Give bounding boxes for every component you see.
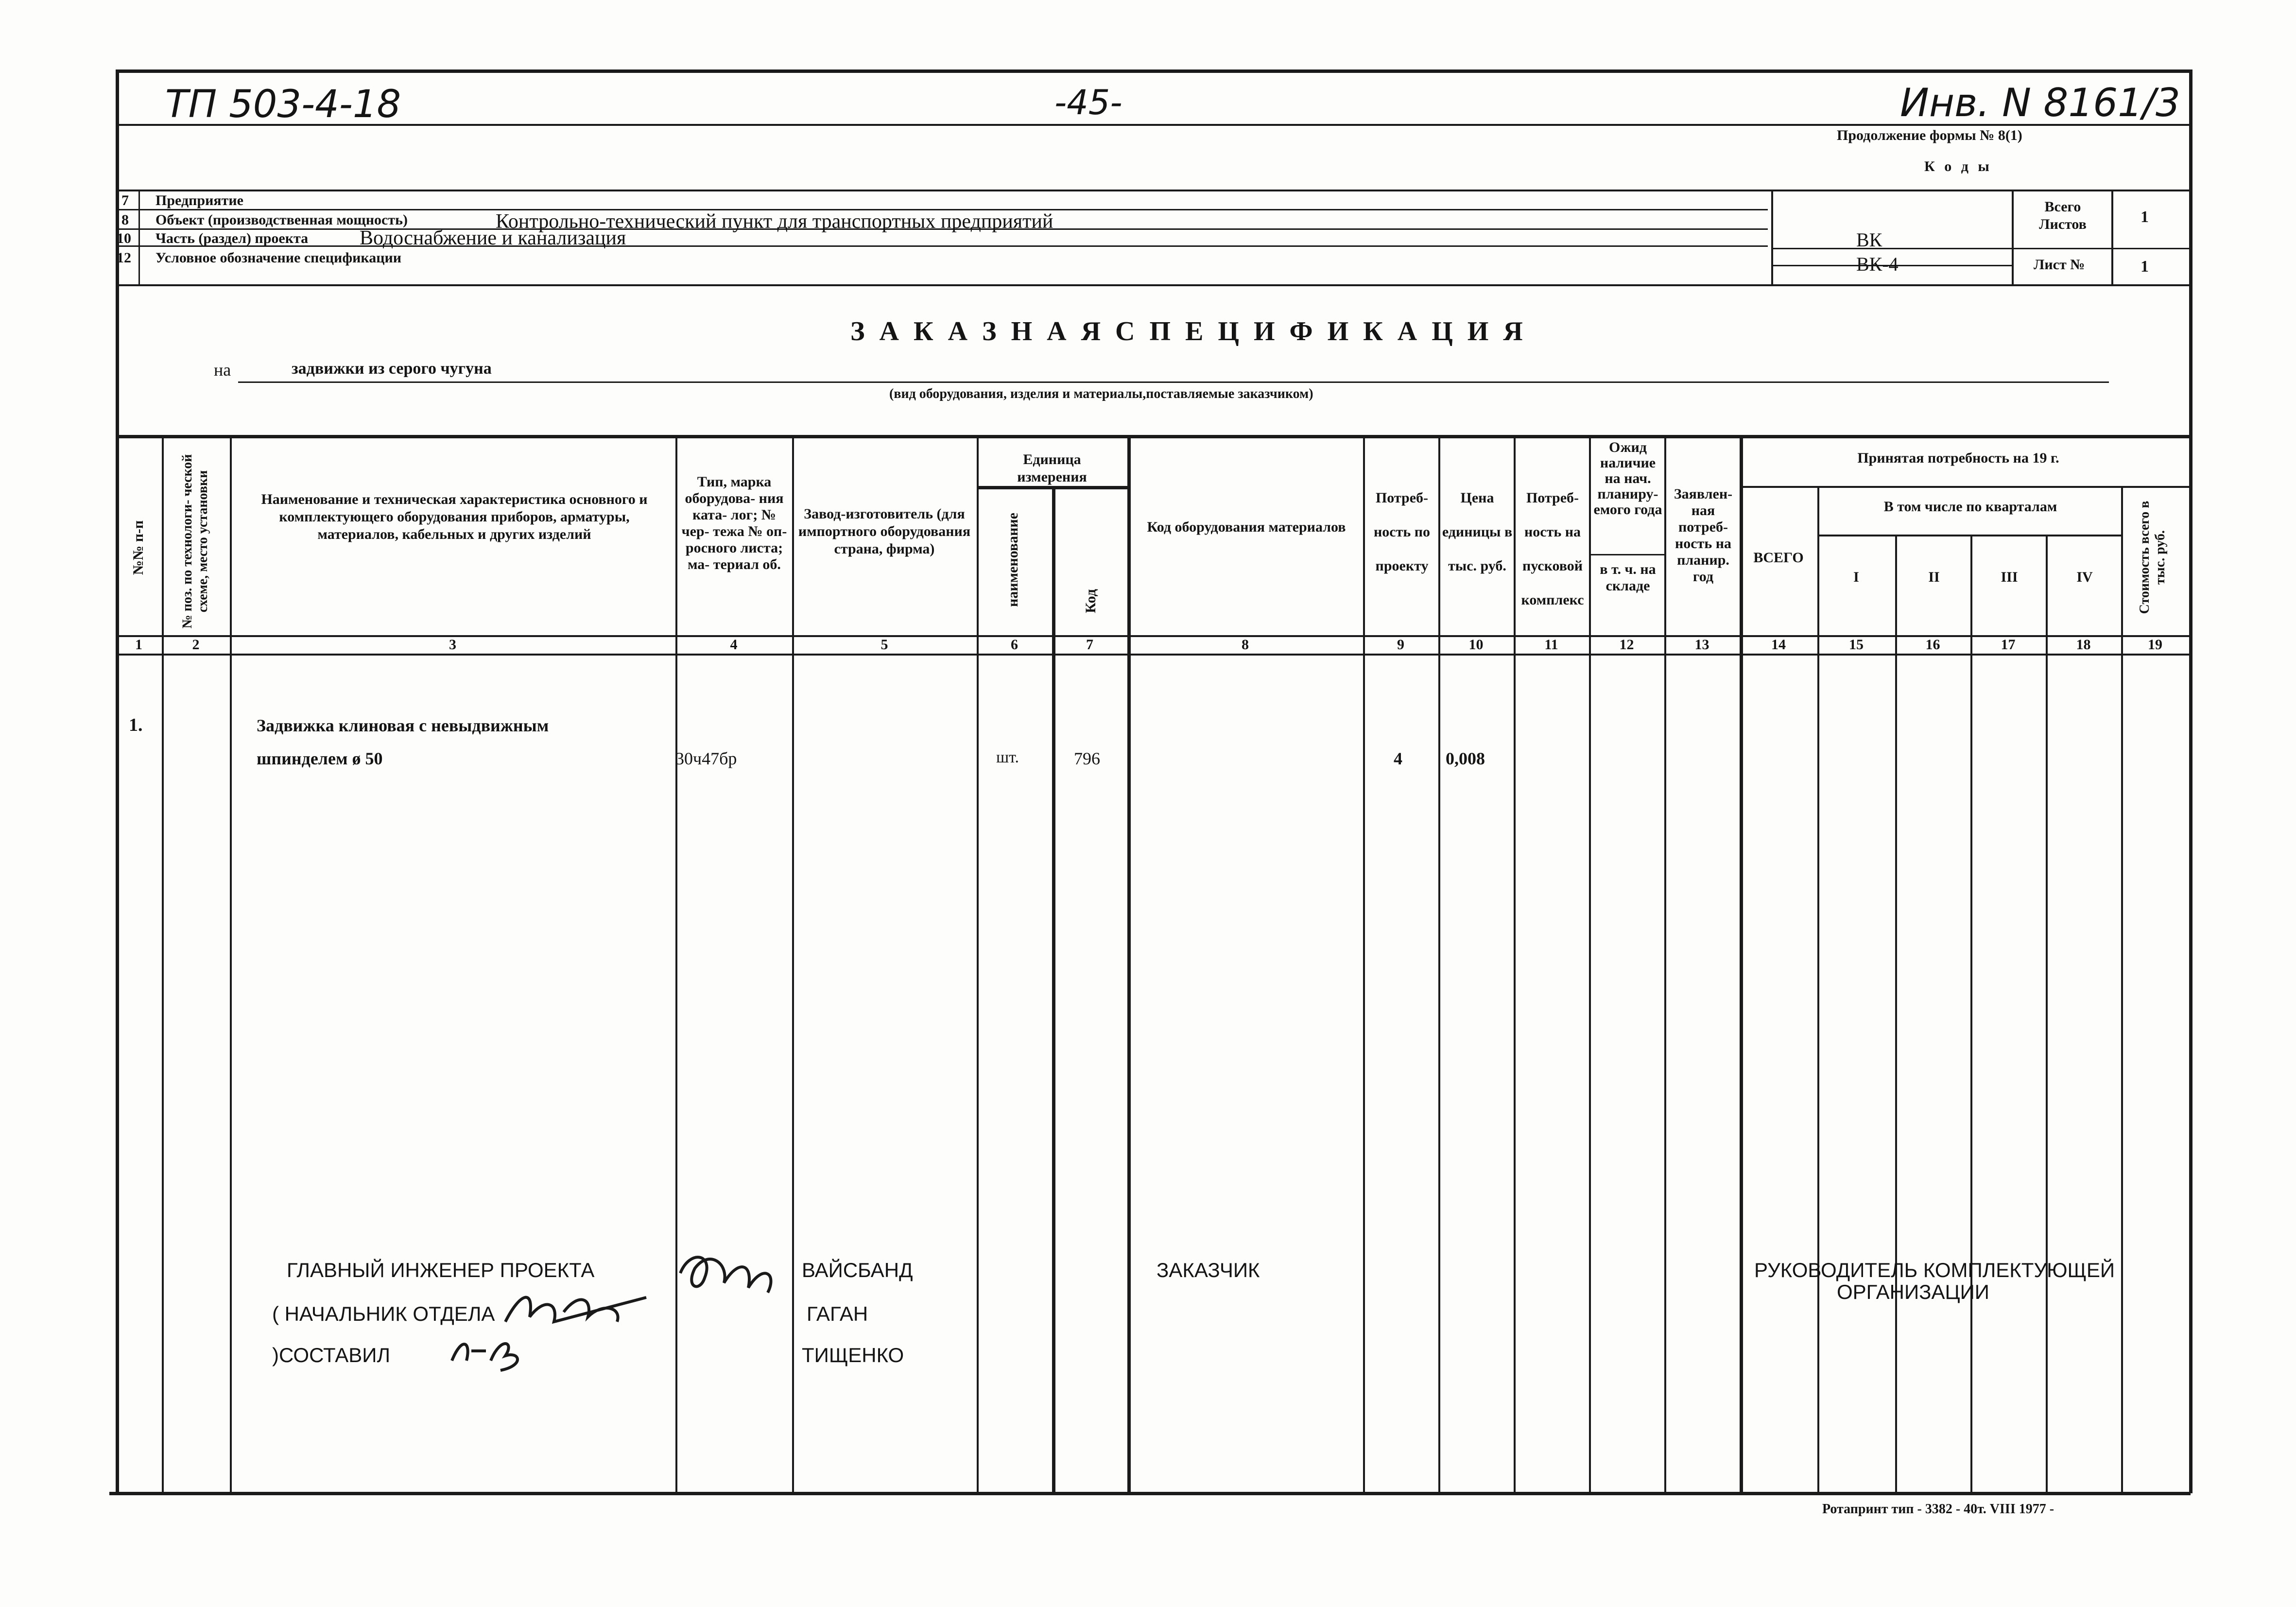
page-number: -45-	[1054, 83, 1122, 122]
col-number: 6	[1011, 637, 1018, 653]
signature-mark	[447, 1331, 530, 1375]
meta-row-num: 8	[121, 212, 129, 228]
header-unit: Единица измерения	[1017, 451, 1087, 485]
col-number: 15	[1849, 637, 1864, 653]
header-c10: Цена единицы в тыс. руб.	[1442, 490, 1513, 574]
compiled-by-label: )СОСТАВИЛ	[272, 1344, 391, 1366]
col-number: 16	[1925, 637, 1940, 653]
col-number: 5	[880, 637, 888, 653]
customer-label: ЗАКАЗЧИК	[1157, 1259, 1260, 1281]
inventory-number: Инв. N 8161/3	[1900, 80, 2180, 125]
item-name-line2: шпинделем ø 50	[257, 749, 383, 768]
spec-title: З А К А З Н А Я С П Е Ц И Ф И К А Ц И Я	[850, 316, 1527, 346]
meta-row-num: 7	[121, 192, 129, 208]
header-c18: IV	[2076, 569, 2093, 585]
header-c2: № поз. по технологи- ческой схеме, место установки	[180, 454, 210, 629]
signature-mark	[671, 1244, 792, 1302]
object-value: Контрольно-технический пункт для транспортных предприятий	[496, 210, 1053, 233]
col-number: 8	[1242, 637, 1249, 653]
meta-row-label: Объект (производственная мощность)	[155, 212, 408, 228]
header-accepted: Принятая потребность на 19 г.	[1857, 450, 2059, 466]
header-c14: ВСЕГО	[1753, 550, 1804, 566]
header-c9: Потреб- ность по проекту	[1374, 490, 1430, 574]
header-c15: I	[1853, 569, 1859, 585]
header-c5: Завод-изготовитель (для импортного оборудования страна, фирма)	[798, 506, 971, 557]
header-c19: Стоимость всего в тыс. руб.	[2137, 501, 2168, 614]
title-na: на	[214, 360, 231, 380]
total-sheets-label: Всего Листов	[2039, 199, 2087, 232]
item-price: 0,008	[1446, 749, 1485, 768]
sheet-label: Лист №	[2034, 257, 2085, 273]
total-sheets-value: 1	[2141, 208, 2149, 226]
item-number: 1.	[129, 715, 143, 735]
meta-row-label: Часть (раздел) проекта	[155, 230, 309, 246]
subject-caption: (вид оборудования, изделия и материалы,поставляемые заказчиком)	[889, 386, 1313, 401]
header-quarters: В том числе по кварталам	[1883, 499, 2057, 515]
col-number: 2	[192, 637, 200, 653]
header-c4: Тип, марка оборудова- ния ката- лог; № чер- тежа № оп- росного листа; ма- териал об.	[681, 474, 787, 572]
name-gagan: ГАГАН	[807, 1302, 868, 1325]
item-unit-code: 796	[1074, 749, 1100, 768]
col-number: 1	[135, 637, 142, 653]
header-c12-stock: в т. ч. на складе	[1600, 561, 1656, 594]
department-head-label: ( НАЧАЛЬНИК ОТДЕЛА	[272, 1302, 495, 1325]
meta-row-label: Условное обозначение спецификации	[155, 250, 402, 266]
col-number: 7	[1086, 637, 1093, 653]
col-number: 17	[2001, 637, 2016, 653]
header-c1: №№ п-п	[130, 520, 146, 575]
header-c7: Код	[1083, 589, 1099, 613]
print-footer: Ротапринт тип - 3382 - 40т. VIII 1977 -	[1822, 1502, 2054, 1517]
header-c3: Наименование и техническая характеристика основного и комплектующего оборудования приборов, арматуры, материалов, кабельных и других изделий	[261, 491, 648, 542]
code-vk: ВК	[1856, 229, 1882, 251]
signature-mark	[501, 1283, 656, 1336]
header-c8: Код оборудования материалов	[1147, 519, 1346, 535]
col-number: 10	[1468, 637, 1484, 653]
col-number: 12	[1619, 637, 1634, 653]
header-c17: III	[2001, 569, 2018, 585]
form-continuation: Продолжение формы № 8(1)	[1837, 127, 2022, 143]
col-number: 19	[2148, 637, 2162, 653]
doc-number: ТП 503-4-18	[165, 83, 401, 126]
meta-row-num: 10	[117, 230, 131, 246]
sheet-value: 1	[2141, 258, 2149, 276]
header-c12: Ожид наличие на нач. планиру- емого года	[1593, 439, 1662, 518]
col-number: 13	[1694, 637, 1709, 653]
meta-row-num: 12	[117, 250, 131, 266]
codes-label: К о д ы	[1924, 158, 1992, 174]
header-c11: Потреб- ность на пусковой комплекс	[1521, 490, 1584, 608]
code-vk4: ВК-4	[1856, 253, 1899, 275]
header-c13: Заявлен- ная потреб- ность на планир. год	[1674, 486, 1733, 585]
item-qty: 4	[1394, 749, 1402, 768]
item-name-line1: Задвижка клиновая с невыдвижным	[257, 716, 549, 735]
col-number: 4	[730, 637, 738, 653]
header-c6: наименование	[1005, 513, 1021, 607]
item-unit: шт.	[996, 748, 1019, 766]
col-number: 14	[1771, 637, 1786, 653]
col-number: 3	[449, 637, 456, 653]
chief-engineer-label: ГЛАВНЫЙ ИНЖЕНЕР ПРОЕКТА	[287, 1259, 595, 1281]
col-number: 18	[2076, 637, 2091, 653]
name-vaisband: ВАЙСБАНД	[802, 1259, 913, 1281]
col-number: 9	[1397, 637, 1404, 653]
item-type: 30ч47бр	[675, 749, 737, 768]
header-c16: II	[1928, 569, 1940, 585]
org-head-label-1: РУКОВОДИТЕЛЬ КОМПЛЕКТУЮЩЕЙ	[1754, 1259, 2115, 1281]
meta-row-label: Предприятие	[155, 192, 243, 208]
org-head-label-2: ОРГАНИЗАЦИИ	[1837, 1280, 1989, 1303]
spec-subject: задвижки из серого чугуна	[292, 360, 492, 378]
col-number: 11	[1544, 637, 1558, 653]
project-part-value: Водоснабжение и канализация	[360, 227, 626, 249]
name-tishchenko: ТИЩЕНКО	[802, 1344, 904, 1366]
